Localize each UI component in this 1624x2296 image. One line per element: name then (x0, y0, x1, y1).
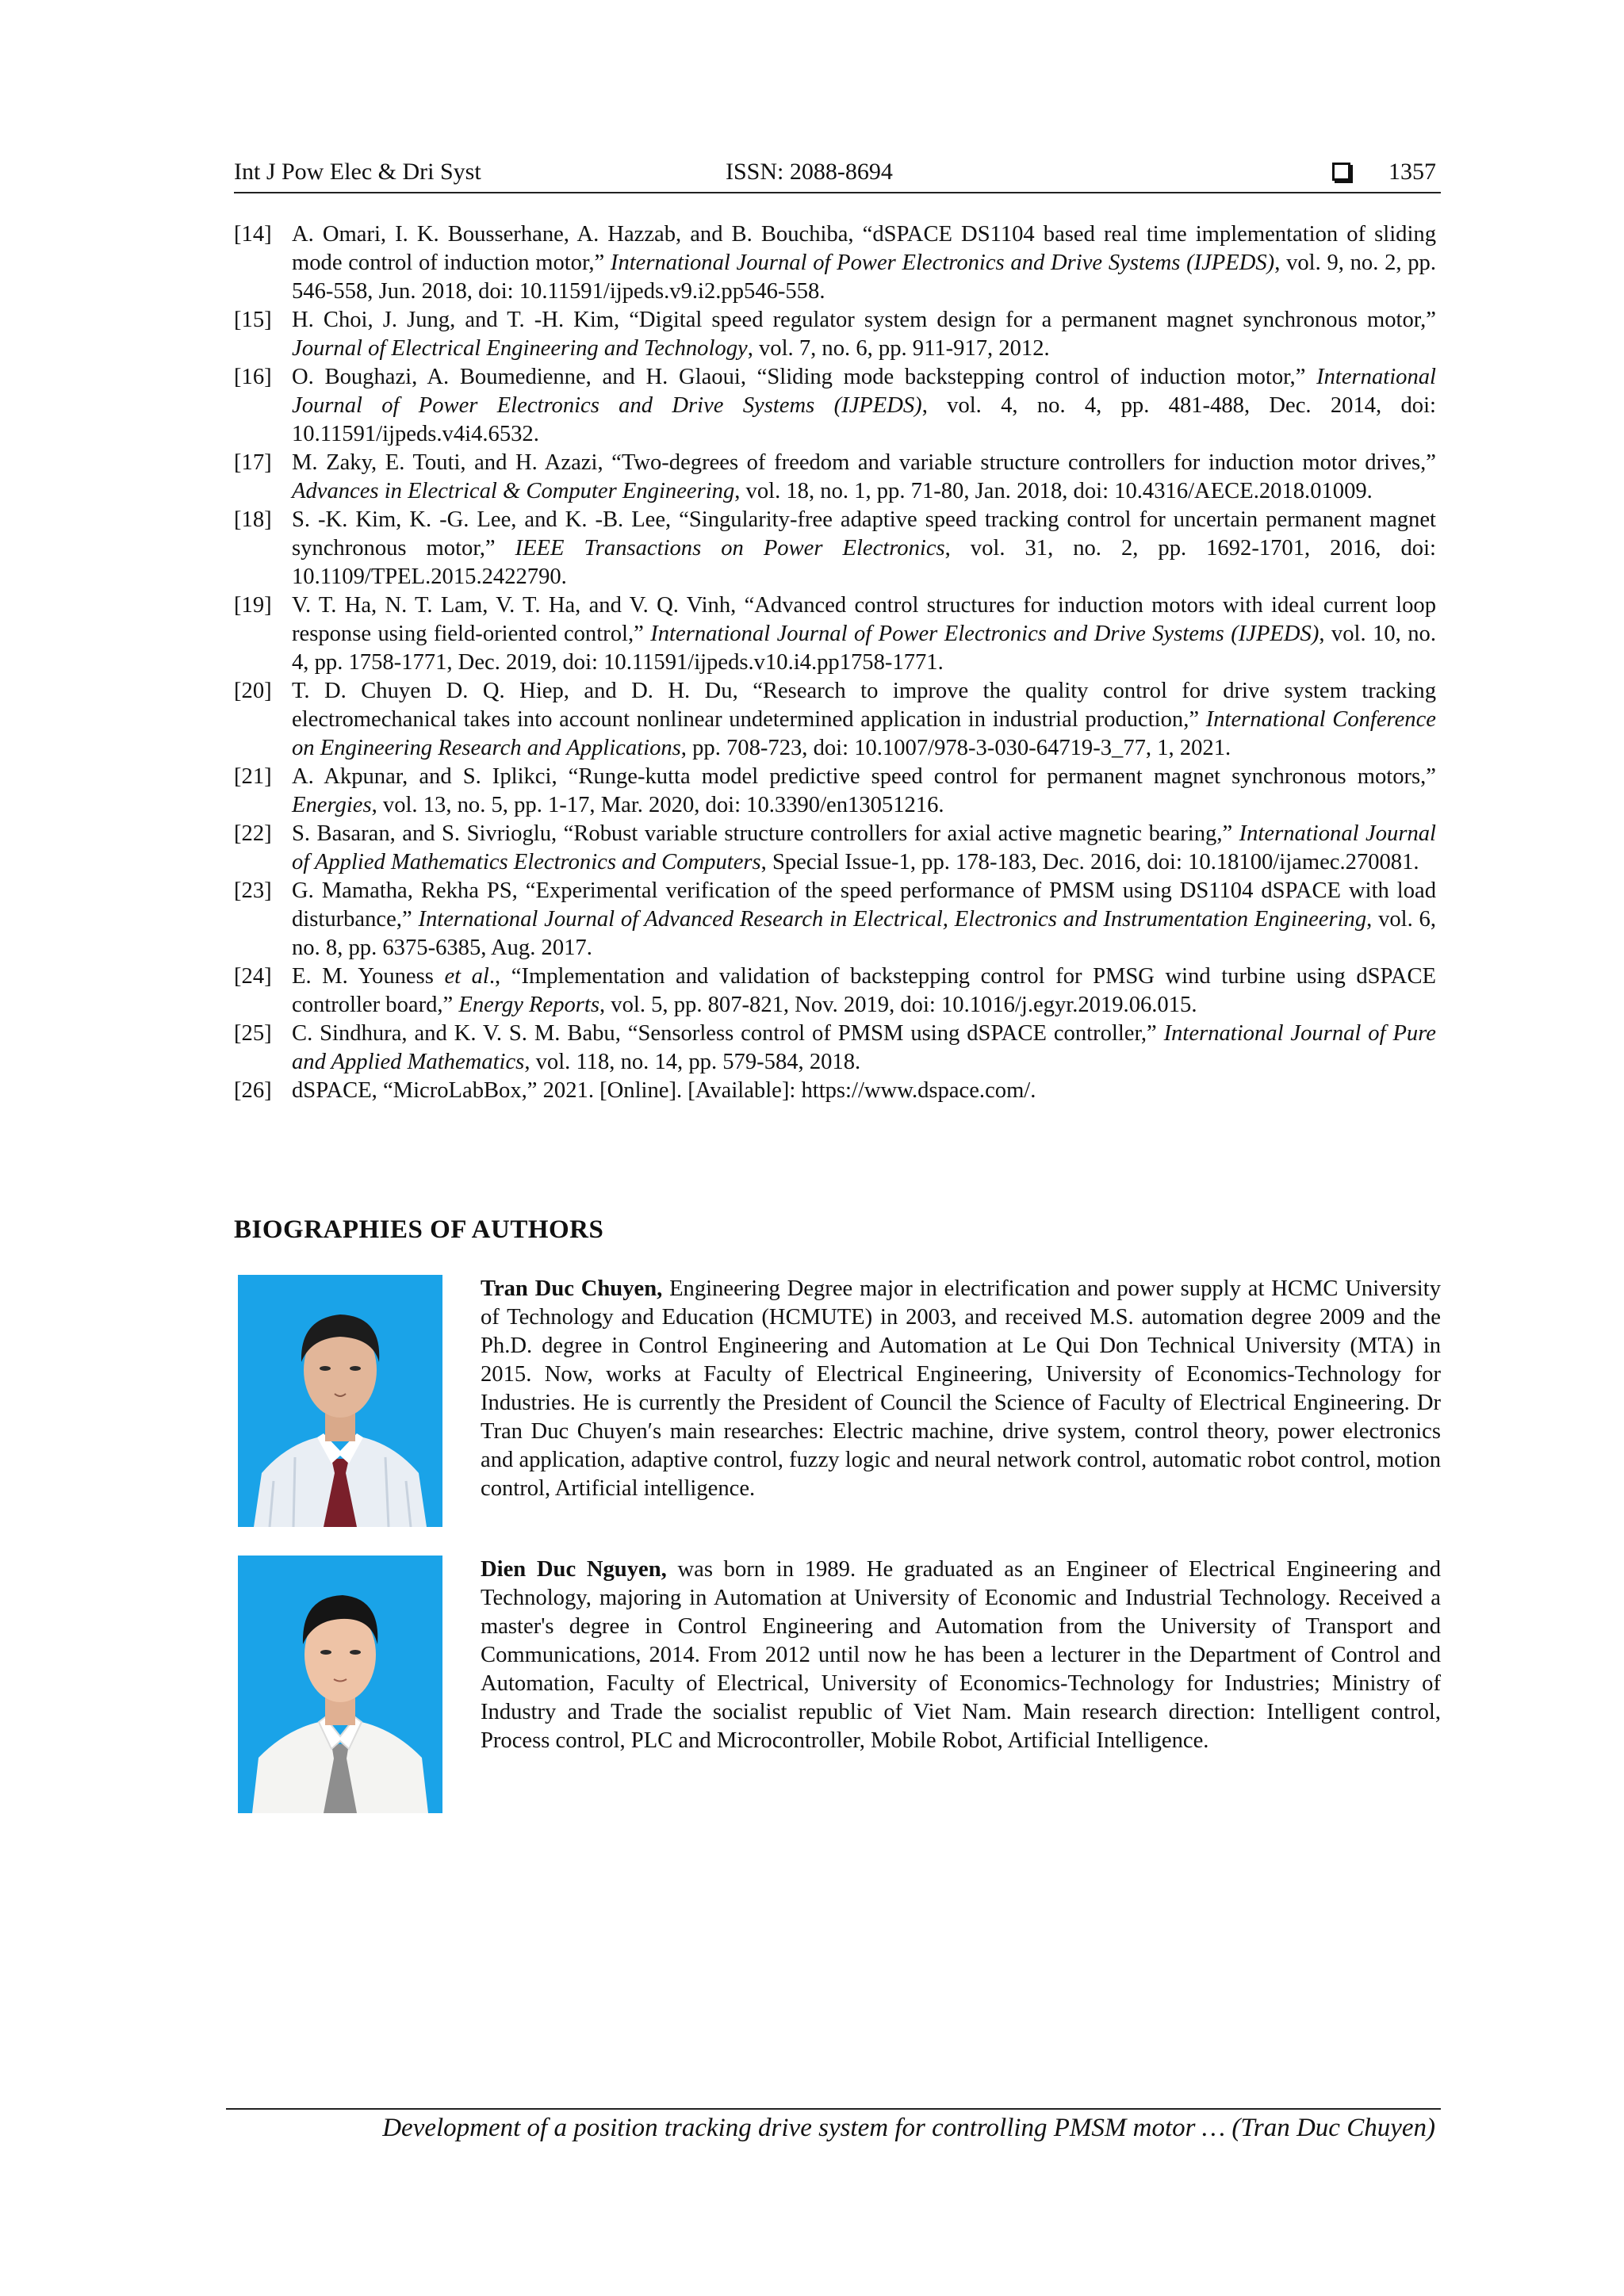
author-photo (238, 1275, 442, 1527)
reference-text: S. Basaran, and S. Sivrioglu, “Robust variable structure controllers for axial active magnetic bearing,” International Journal of Applied Mathematics Electronics and Computers, Special Issue-1, pp. 178-183, Dec. 2016, doi: 10.18100/ijamec.270081. (292, 821, 1436, 874)
reference-item (234, 1077, 1436, 1105)
reference-number: [24] (234, 964, 272, 989)
square-bullet-icon (1332, 163, 1350, 181)
author-name: Dien Duc Nguyen, (481, 1557, 667, 1582)
reference-item (234, 820, 1436, 877)
reference-text: T. D. Chuyen D. Q. Hiep, and D. H. Du, “Research to improve the quality control for drive system tracking electromechanical takes into account nonlinear undetermined application in industrial production,” International Conference on Engineering Research and Applications, pp. 708-723, doi: 10.1007/978-3-030-64719-3_77, 1, 2021. (292, 679, 1436, 760)
reference-venue: Energy Reports (458, 993, 599, 1017)
reference-number: [15] (234, 308, 272, 332)
reference-venue: International Journal of Power Electronics and Drive Systems (IJPEDS) (292, 365, 1436, 418)
reference-text: A. Omari, I. K. Bousserhane, A. Hazzab, and B. Bouchiba, “dSPACE DS1104 based real time implementation of sliding mode control of induction motor,” International Journal of Power Electronics and Drive Systems (IJPEDS), vol. 9, no. 2, pp. 546-558, Jun. 2018, doi: 10.11591/ijpeds.v9.i2.pp546-558. (292, 222, 1436, 304)
reference-text: C. Sindhura, and K. V. S. M. Babu, “Sensorless control of PMSM using dSPACE controller,” International Journal of Pure and Applied Mathematics, vol. 118, no. 14, pp. 579-584, 2018. (292, 1021, 1436, 1074)
page-number: 1357 (1388, 159, 1436, 185)
author-bio-text: Dien Duc Nguyen, was born in 1989. He graduated as an Engineer of Electrical Engineering and Technology, majoring in Automation at University of Economic and Industrial Technology. Received a master's degree in Control Engineering and Automation from the University of Transport and Communications, 2014. From 2012 until now he has been a lecturer in the Department of Control and Automation, Faculty of Electrical, University of Economics-Technology for Industries; Ministry of Industry and Trade the socialist republic of Viet Nam. Main research direction: Intelligent control, Process control, PLC and Microcontroller, Mobile Robot, Artificial Intelligence. (481, 1557, 1441, 1753)
reference-number: [23] (234, 878, 272, 903)
reference-text: A. Akpunar, and S. Iplikci, “Runge-kutta model predictive speed control for permanent magnet synchronous motors,” Energies, vol. 13, no. 5, pp. 1-17, Mar. 2020, doi: 10.3390/en13051216. (292, 764, 1436, 817)
reference-venue: Journal of Electrical Engineering and Technology (292, 336, 748, 361)
reference-number: [17] (234, 450, 272, 475)
reference-number: [20] (234, 679, 272, 703)
portrait-image (238, 1556, 442, 1813)
issn: ISSN: 2088-8694 (726, 159, 893, 185)
reference-text: V. T. Ha, N. T. Lam, V. T. Ha, and V. Q. Vinh, “Advanced control structures for induction motors with ideal current loop response using field-oriented control,” International Journal of Power Electronics and Drive Systems (IJPEDS), vol. 10, no. 4, pp. 1758-1771, Dec. 2019, doi: 10.11591/ijpeds.v10.i4.pp1758-1771. (292, 593, 1436, 675)
journal-name: Int J Pow Elec & Dri Syst (234, 159, 481, 185)
reference-list (234, 220, 1436, 1105)
author-photo (238, 1556, 442, 1813)
running-header (234, 155, 1441, 193)
reference-item (234, 591, 1436, 677)
author-name: Tran Duc Chuyen, (481, 1276, 663, 1301)
reference-item (234, 962, 1436, 1020)
author-bio-text: Tran Duc Chuyen, Engineering Degree major in electrification and power supply at HCMC University of Technology and Education (HCMUTE) in 2003, and received M.S. automation degree 2009 and the Ph.D. degree in Control Engineering and Automation at Le Qui Don Technical University (MTA) in 2015. Now, works at Faculty of Electrical Engineering, University of Economics-Technology for Industries. He is currently the President of Council the Science of Faculty of Electrical Engineering. Dr Tran Duc Chuyen′s main researches: Electric machine, drive system, control theory, power electronics and application, adaptive control, fuzzy logic and neural network control, automatic robot control, motion control, Artificial intelligence. (481, 1276, 1441, 1501)
reference-number: [14] (234, 222, 272, 247)
reference-text: M. Zaky, E. Touti, and H. Azazi, “Two-degrees of freedom and variable structure controllers for induction motor drives,” Advances in Electrical & Computer Engineering, vol. 18, no. 1, pp. 71-80, Jan. 2018, doi: 10.4316/AECE.2018.01009. (292, 450, 1436, 503)
reference-venue: International Journal of Advanced Research in Electrical, Electronics and Instrumentation Engineering (418, 907, 1367, 932)
reference-venue: Advances in Electrical & Computer Engineering (292, 479, 735, 503)
reference-text: H. Choi, J. Jung, and T. -H. Kim, “Digital speed regulator system design for a permanent magnet synchronous motor,” Journal of Electrical Engineering and Technology, vol. 7, no. 6, pp. 911-917, 2012. (292, 308, 1436, 361)
reference-text: E. M. Youness et al., “Implementation and validation of backstepping control for PMSG wind turbine using dSPACE controller board,” Energy Reports, vol. 5, pp. 807-821, Nov. 2019, doi: 10.1016/j.egyr.2019.06.015. (292, 964, 1436, 1017)
reference-venue: IEEE Transactions on Power Electronics (515, 536, 945, 561)
reference-venue: International Journal of Power Electronics and Drive Systems (IJPEDS) (610, 251, 1275, 275)
reference-number: [18] (234, 507, 272, 532)
reference-venue: International Journal of Power Electronics and Drive Systems (IJPEDS) (650, 622, 1320, 646)
reference-item (234, 306, 1436, 363)
reference-item (234, 506, 1436, 591)
reference-venue: Energies (292, 793, 372, 817)
reference-item (234, 363, 1436, 449)
reference-number: [21] (234, 764, 272, 789)
footer-rule (226, 2108, 1441, 2110)
reference-etal: et al (444, 964, 489, 989)
reference-item (234, 677, 1436, 763)
reference-item (234, 877, 1436, 962)
reference-number: [25] (234, 1021, 272, 1046)
reference-number: [26] (234, 1078, 272, 1103)
reference-item (234, 1020, 1436, 1077)
running-footer: Development of a position tracking drive system for controlling PMSM motor … (Tran Duc Chuyen) (382, 2114, 1435, 2142)
biographies-heading: BIOGRAPHIES OF AUTHORS (234, 1215, 604, 1244)
portrait-image (238, 1275, 442, 1527)
reference-item (234, 449, 1436, 506)
reference-venue: International Conference on Engineering Research and Applications (292, 707, 1436, 760)
reference-venue: International Journal of Pure and Applied Mathematics (292, 1021, 1436, 1074)
reference-text: dSPACE, “MicroLabBox,” 2021. [Online]. [Available]: https://www.dspace.com/. (292, 1078, 1036, 1103)
reference-text: O. Boughazi, A. Boumedienne, and H. Glaoui, “Sliding mode backstepping control of induction motor,” International Journal of Power Electronics and Drive Systems (IJPEDS), vol. 4, no. 4, pp. 481-488, Dec. 2014, doi: 10.11591/ijpeds.v4i4.6532. (292, 365, 1436, 446)
reference-number: [19] (234, 593, 272, 618)
reference-item (234, 763, 1436, 820)
reference-text: S. -K. Kim, K. -G. Lee, and K. -B. Lee, “Singularity-free adaptive speed tracking control for uncertain permanent magnet synchronous motor,” IEEE Transactions on Power Electronics, vol. 31, no. 2, pp. 1692-1701, 2016, doi: 10.1109/TPEL.2015.2422790. (292, 507, 1436, 589)
reference-number: [16] (234, 365, 272, 389)
reference-item (234, 220, 1436, 306)
reference-venue: International Journal of Applied Mathematics Electronics and Computers (292, 821, 1436, 874)
reference-text: G. Mamatha, Rekha PS, “Experimental verification of the speed performance of PMSM using DS1104 dSPACE with load disturbance,” International Journal of Advanced Research in Electrical, Electronics and Instrumentation Engineering, vol. 6, no. 8, pp. 6375-6385, Aug. 2017. (292, 878, 1436, 960)
reference-number: [22] (234, 821, 272, 846)
